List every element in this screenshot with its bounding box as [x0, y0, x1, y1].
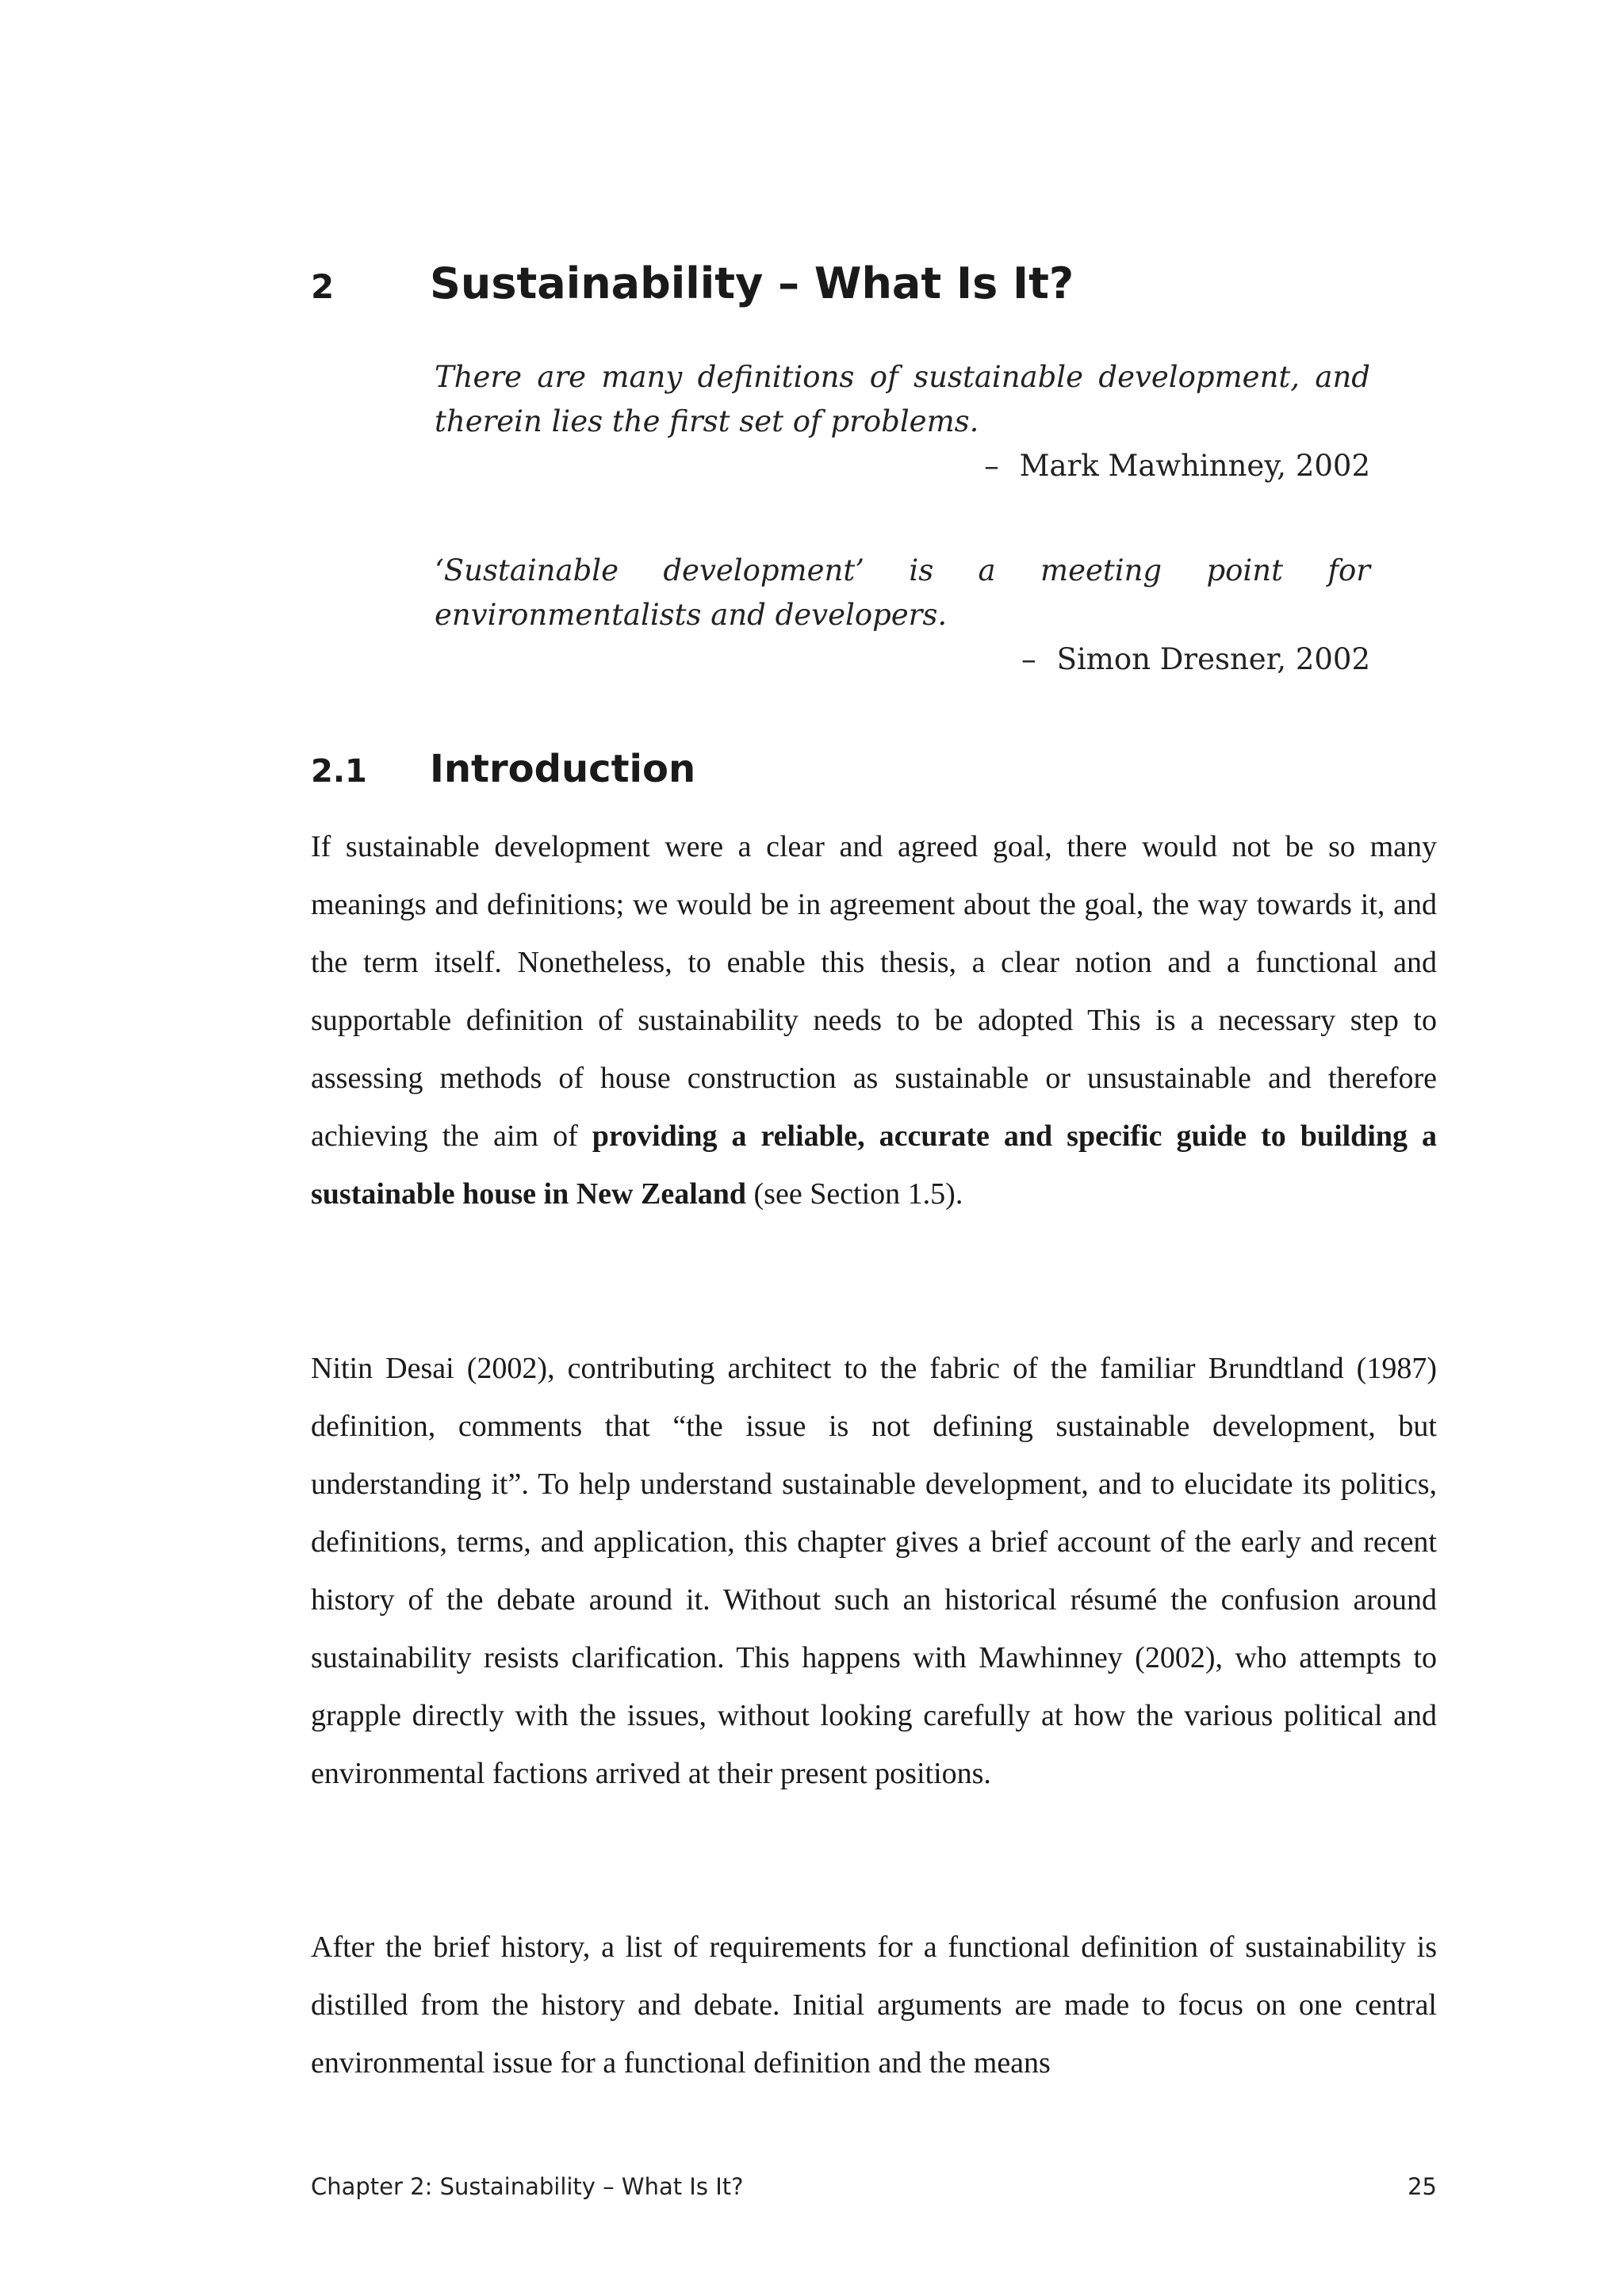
attribution-dash: – — [1021, 642, 1036, 676]
chapter-number: 2 — [311, 267, 335, 306]
paragraph-text: Nitin Desai (2002), contributing architect to the fabric of the familiar Brundtland (1987) definition, comments that “the issue is not defining sustainable development, but understanding it”. To help understand sustainable development, and to elucidate its politics, definitions, terms, and application, this chapter gives a brief account of the early and recent history of the debate around it. Without such an historical résumé the confusion around sustainability resists clarification. This happens with Mawhinney (2002), who attempts to grapple directly with the issues, without looking carefully at how the various political and environmental factions arrived at their present positions. — [311, 1352, 1437, 1790]
epigraph-attribution-line — [435, 444, 1370, 488]
section-number: 2.1 — [311, 753, 367, 790]
paragraph-1 — [311, 818, 1437, 1223]
chapter-heading — [311, 252, 1437, 319]
section-heading — [311, 739, 695, 802]
epigraph-quote: There are many definitions of sustainable development, and therein lies the first set of problems. — [435, 360, 1370, 438]
paragraph-bold-text: providing a reliable, accurate and specific guide to building a sustainable house in New Zealand — [311, 1119, 1438, 1211]
epigraph-2 — [435, 549, 1370, 682]
chapter-title: Sustainability – What Is It? — [430, 258, 1074, 308]
epigraph-quote: ‘Sustainable development’ is a meeting point for environmentalists and developers. — [435, 553, 1370, 632]
epigraph-attribution: Simon Dresner, 2002 — [1056, 642, 1370, 676]
paragraph-text: After the brief history, a list of requirements for a functional definition of sustainability is distilled from the history and debate. Initial arguments are made to focus on one central environmental issue for a functional definition and the means — [311, 1931, 1437, 2080]
section-title: Introduction — [430, 747, 696, 791]
epigraph-1 — [435, 355, 1370, 488]
page-footer — [311, 2171, 1437, 2202]
paragraph-2 — [311, 1340, 1437, 1803]
paragraph-3 — [311, 1919, 1437, 2092]
epigraph-attribution-line — [435, 637, 1370, 682]
running-title: Chapter 2: Sustainability – What Is It? — [311, 2173, 744, 2200]
page-number: 25 — [1408, 2173, 1437, 2200]
attribution-dash: – — [984, 449, 999, 483]
epigraph-attribution: Mark Mawhinney, 2002 — [1019, 449, 1370, 483]
paragraph-text: (see Section 1.5). — [746, 1177, 963, 1211]
paragraph-text: If sustainable development were a clear and agreed goal, there would not be so many meanings and definitions; we would be in agreement about the goal, the way towards it, and the term itself. Nonetheless, to enable this thesis, a clear notion and a functional and supportable definition of sustainability needs to be adopted This is a necessary step to assessing methods of house construction as sustainable or unsustainable and therefore achieving the aim of — [311, 830, 1437, 1153]
